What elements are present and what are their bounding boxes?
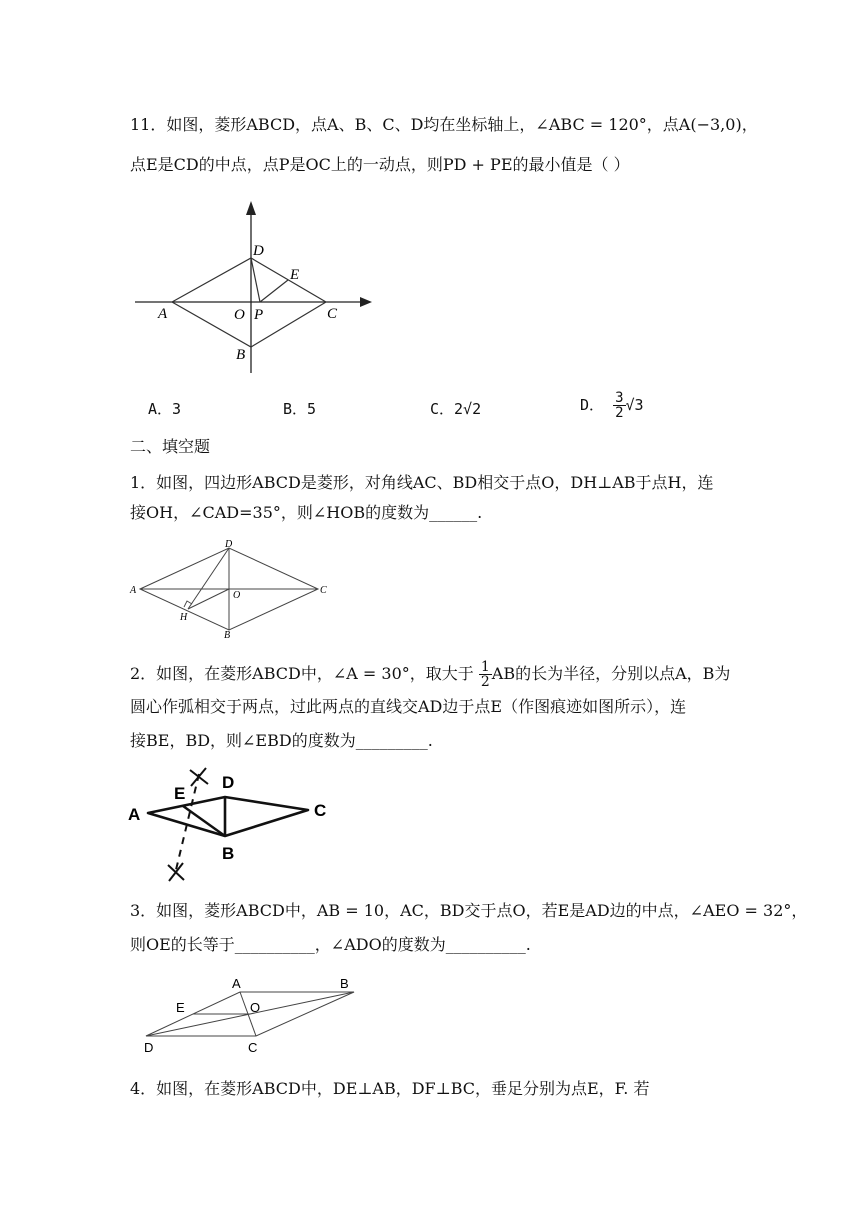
rhombus-abcd: [148, 797, 308, 836]
label-b: B: [222, 844, 235, 863]
label-a: A: [130, 585, 137, 596]
q2-fraction: [479, 660, 492, 689]
label-d: D: [144, 1040, 154, 1055]
label-c: C: [314, 801, 327, 820]
q2-fraction-numerator: 1: [480, 659, 490, 675]
option-b-value: 5: [307, 400, 317, 418]
option-c-value: 2√2: [454, 400, 482, 418]
option-d-numerator: 3: [615, 390, 624, 406]
label-b: B: [340, 976, 349, 991]
q1-line-2: 接OH，∠CAD=35°，则∠HOB的度数为______.: [130, 503, 483, 522]
label-a: A: [128, 805, 141, 824]
label-e: E: [176, 1000, 185, 1015]
q2-line-1-post: AB的长为半径，分别以点A，B为: [491, 664, 731, 683]
option-d-label: D．: [580, 396, 605, 414]
label-o: O: [233, 590, 241, 601]
option-d-sqrt: √3: [625, 396, 644, 414]
option-d-denominator: 2: [615, 405, 624, 421]
q11-line-1: 11．如图，菱形ABCD，点A、B、C、D均在坐标轴上，∠ABC = 120°，点A(−3,0)，: [130, 115, 758, 134]
q2-figure: [128, 762, 338, 890]
label-c: C: [327, 306, 338, 322]
segment-pd: [251, 258, 260, 302]
option-a-value: 3: [172, 400, 182, 418]
label-d: D: [222, 773, 235, 792]
label-e: E: [290, 267, 300, 283]
arc-mark-top: [190, 768, 208, 786]
option-a-label: A．: [148, 400, 173, 418]
q1-figure: [128, 538, 338, 638]
q2-line-2: 圆心作弧相交于两点，过此两点的直线交AD边于点E（作图痕迹如图所示），连: [130, 697, 687, 716]
label-o: O: [234, 307, 245, 323]
option-b-label: B．: [283, 400, 308, 418]
label-a: A: [158, 306, 168, 322]
label-c: C: [320, 585, 327, 596]
segment-be: [183, 806, 225, 836]
option-d-fraction: [613, 391, 625, 420]
q11-figure: [130, 195, 390, 375]
option-d[interactable]: [580, 391, 644, 420]
option-a[interactable]: [148, 398, 181, 419]
segment-pe: [260, 280, 288, 302]
label-c: C: [248, 1040, 258, 1055]
q1-line-1: 1．如图，四边形ABCD是菱形，对角线AC、BD相交于点O，DH⊥AB于点H，连: [130, 473, 714, 492]
q2-line-1: [130, 660, 730, 689]
q2-line-1-pre: 2．如图，在菱形ABCD中，∠A = 30°，取大于: [130, 664, 474, 683]
label-h: H: [180, 612, 188, 623]
x-axis-arrow: [360, 297, 372, 307]
label-o: O: [250, 1000, 261, 1015]
y-axis-arrow: [246, 201, 256, 215]
section-title: 二、填空题: [130, 437, 211, 456]
option-c[interactable]: [430, 398, 481, 419]
label-d: D: [225, 539, 233, 550]
option-b[interactable]: [283, 398, 316, 419]
q4-line-1: 4．如图，在菱形ABCD中，DE⊥AB，DF⊥BC，垂足分别为点E，F. 若: [130, 1079, 650, 1098]
label-e: E: [174, 784, 186, 803]
label-b: B: [224, 630, 231, 638]
label-d: D: [253, 243, 264, 259]
q3-figure: [140, 972, 370, 1060]
label-a: A: [232, 976, 241, 991]
q2-line-3: 接BE，BD，则∠EBD的度数为_________.: [130, 731, 433, 750]
q3-line-1: 3．如图，菱形ABCD中，AB = 10，AC，BD交于点O，若E是AD边的中点，∠AEO = 32°，: [130, 901, 808, 920]
option-c-label: C．: [430, 400, 455, 418]
q2-fraction-denominator: 2: [480, 674, 490, 690]
label-p: P: [254, 307, 264, 323]
label-b: B: [236, 347, 246, 363]
q3-line-2: 则OE的长等于__________，∠ADO的度数为__________.: [130, 935, 531, 954]
q11-line-2: 点E是CD的中点，点P是OC上的一动点，则PD + PE的最小值是（ ）: [130, 155, 630, 174]
